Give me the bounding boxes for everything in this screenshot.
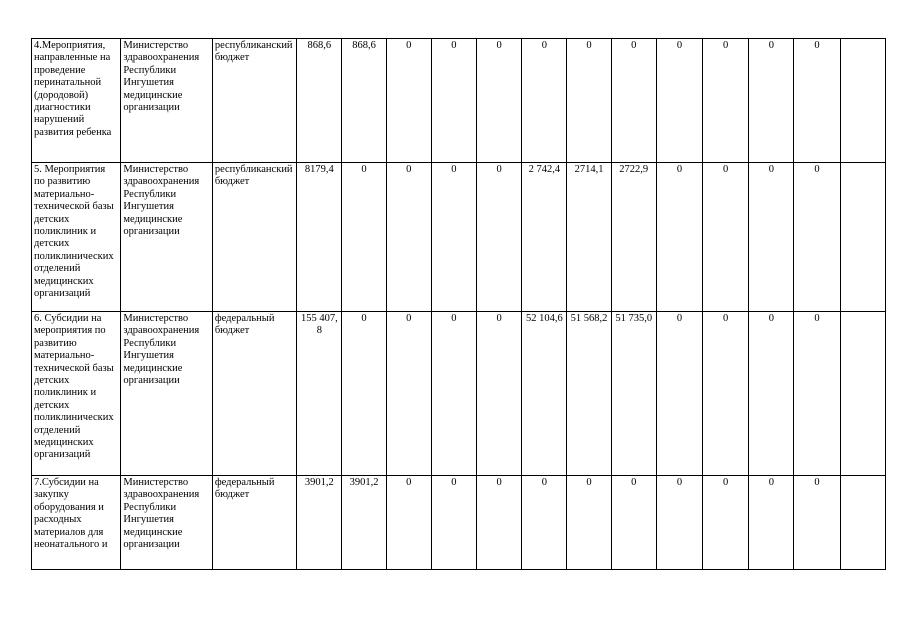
value-cell: 0 bbox=[342, 312, 386, 476]
table-row bbox=[32, 312, 886, 476]
value-cell: 0 bbox=[749, 163, 794, 312]
value-cell: 0 bbox=[794, 163, 840, 312]
source-cell: федеральный бюджет bbox=[212, 476, 296, 570]
value-cell: 0 bbox=[656, 476, 702, 570]
value-cell bbox=[840, 39, 885, 163]
value-cell: 3901,2 bbox=[297, 476, 342, 570]
value-cell: 0 bbox=[477, 476, 522, 570]
value-cell: 0 bbox=[477, 39, 522, 163]
source-cell: федеральный бюджет bbox=[212, 312, 296, 476]
value-cell: 0 bbox=[749, 476, 794, 570]
value-cell: 2714,1 bbox=[567, 163, 611, 312]
value-cell: 0 bbox=[749, 39, 794, 163]
value-cell: 0 bbox=[749, 312, 794, 476]
value-cell: 0 bbox=[794, 39, 840, 163]
value-cell: 0 bbox=[703, 163, 749, 312]
value-cell: 0 bbox=[431, 39, 476, 163]
activity-cell: 5. Мероприятия по развитию материально-технической базы детских поликлиник и детских поликлинических отделений медицинских организаций bbox=[32, 163, 121, 312]
budget-table bbox=[31, 38, 886, 570]
value-cell bbox=[840, 163, 885, 312]
value-cell: 868,6 bbox=[342, 39, 386, 163]
value-cell: 0 bbox=[386, 476, 431, 570]
table-row bbox=[32, 476, 886, 570]
table-row bbox=[32, 163, 886, 312]
value-cell: 0 bbox=[431, 163, 476, 312]
value-cell: 2722,9 bbox=[611, 163, 656, 312]
value-cell: 0 bbox=[611, 39, 656, 163]
value-cell: 0 bbox=[794, 476, 840, 570]
source-cell: республиканский бюджет bbox=[212, 163, 296, 312]
value-cell: 0 bbox=[477, 312, 522, 476]
value-cell: 0 bbox=[386, 163, 431, 312]
value-cell: 0 bbox=[567, 39, 611, 163]
value-cell: 0 bbox=[703, 312, 749, 476]
value-cell: 51 568,2 bbox=[567, 312, 611, 476]
value-cell: 0 bbox=[431, 476, 476, 570]
value-cell: 3901,2 bbox=[342, 476, 386, 570]
value-cell bbox=[840, 476, 885, 570]
value-cell: 0 bbox=[342, 163, 386, 312]
value-cell: 0 bbox=[567, 476, 611, 570]
executor-cell: Министерство здравоохранения Республики Ингушетия медицинские организации bbox=[121, 163, 212, 312]
value-cell: 0 bbox=[656, 163, 702, 312]
table-row bbox=[32, 39, 886, 163]
value-cell: 51 735,0 bbox=[611, 312, 656, 476]
executor-cell: Министерство здравоохранения Республики Ингушетия медицинские организации bbox=[121, 476, 212, 570]
value-cell: 0 bbox=[794, 312, 840, 476]
value-cell: 52 104,6 bbox=[522, 312, 567, 476]
value-cell: 0 bbox=[386, 312, 431, 476]
value-cell: 0 bbox=[656, 39, 702, 163]
value-cell: 0 bbox=[477, 163, 522, 312]
executor-cell: Министерство здравоохранения Республики Ингушетия медицинские организации bbox=[121, 39, 212, 163]
value-cell: 0 bbox=[611, 476, 656, 570]
value-cell: 0 bbox=[703, 39, 749, 163]
value-cell: 868,6 bbox=[297, 39, 342, 163]
value-cell: 8179,4 bbox=[297, 163, 342, 312]
value-cell: 0 bbox=[522, 476, 567, 570]
value-cell: 0 bbox=[386, 39, 431, 163]
value-cell bbox=[840, 312, 885, 476]
value-cell: 0 bbox=[522, 39, 567, 163]
value-cell: 2 742,4 bbox=[522, 163, 567, 312]
source-cell: республиканский бюджет bbox=[212, 39, 296, 163]
activity-cell: 7.Субсидии на закупку оборудования и расходных материалов для неонатального и bbox=[32, 476, 121, 570]
activity-cell: 6. Субсидии на мероприятия по развитию материально-технической базы детских поликлиник и детских поликлинических отделений медицинских организаций bbox=[32, 312, 121, 476]
value-cell: 0 bbox=[656, 312, 702, 476]
value-cell: 0 bbox=[431, 312, 476, 476]
value-cell: 0 bbox=[703, 476, 749, 570]
value-cell: 155 407,8 bbox=[297, 312, 342, 476]
activity-cell: 4.Мероприятия, направленные на проведение перинатальной (дородовой) диагностики нарушений развития ребенка bbox=[32, 39, 121, 163]
executor-cell: Министерство здравоохранения Республики Ингушетия медицинские организации bbox=[121, 312, 212, 476]
